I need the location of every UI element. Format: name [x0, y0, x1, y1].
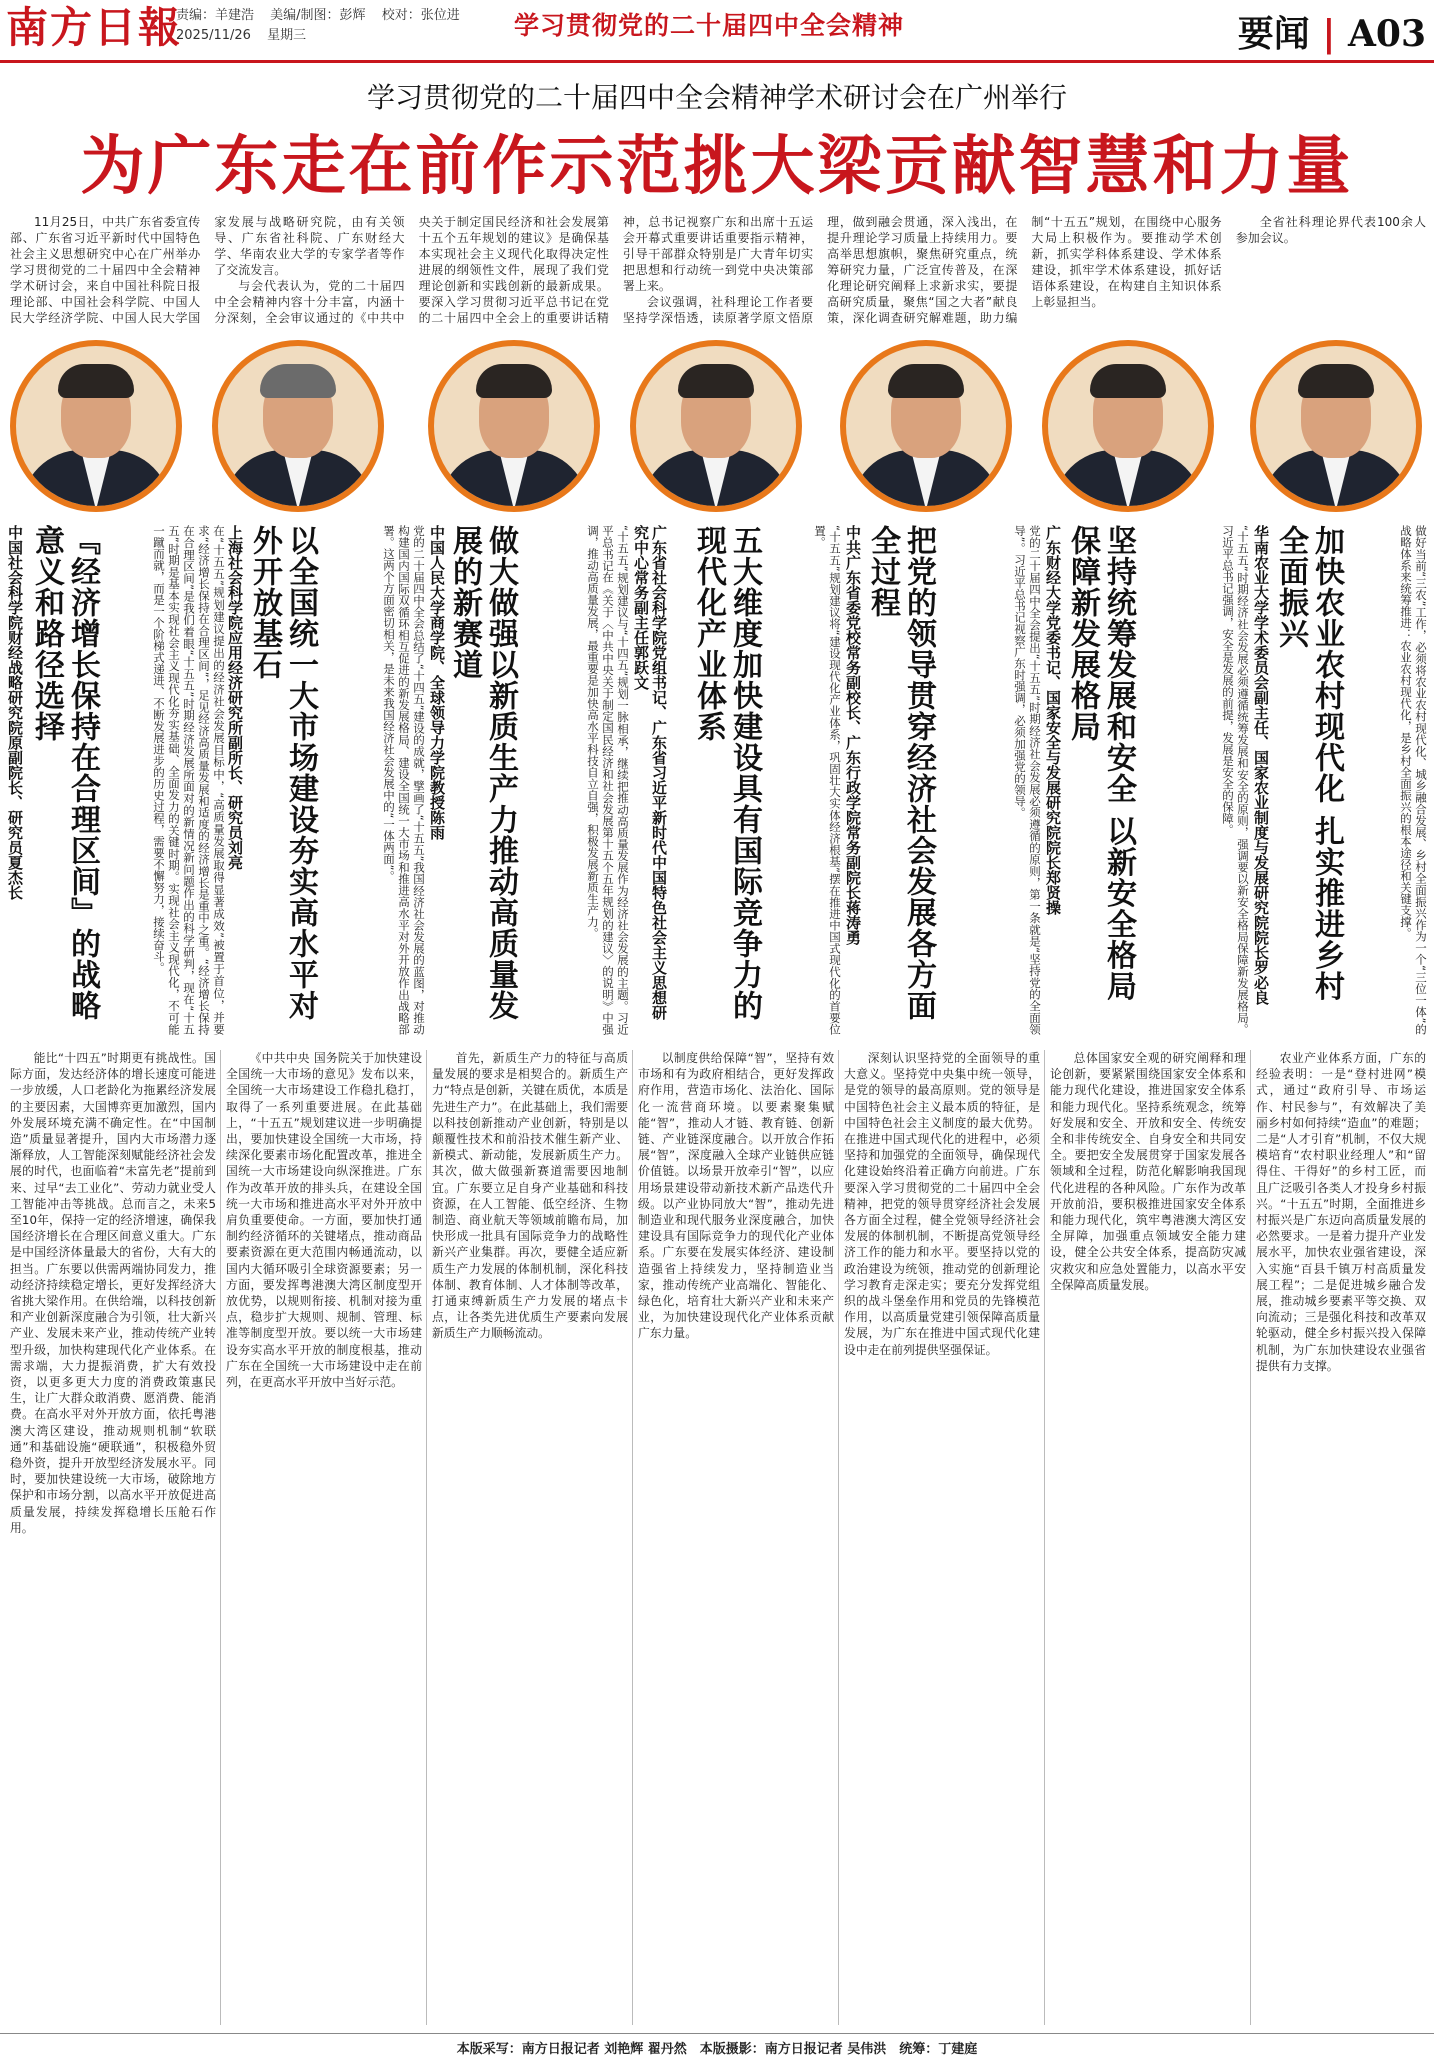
lead-paragraph: 全省社科理论界代表100余人参加会议。 — [1235, 215, 1426, 245]
speaker-portrait-xia-jiezhang — [10, 340, 182, 512]
article-byline: 广东财经大学党委书记、国家安全与发展研究院院长郑贤操 — [1044, 525, 1062, 915]
column-divider — [838, 1050, 839, 2025]
lead-paragraph: 与会代表认为，党的二十届四中全会精神内容十分丰富，内涵十分深刻，全会审议通过的《中共中央关于制定国民经济和社会发展第十五个五年规划的建议》是确保基本实现社会主义现代化取得决定性进展的纲领性文件，展现了我们党理论创新和实践创新的最新成果。要深入学习贯彻习近平总书记在党的二十届四中全会上的重要讲话精神，总书记视察广东和出席十五运会开幕式重要讲话重要指示精神，引导干部群众特别是广大青年切实把思想和行动统一到党中央决策部署上来。 — [214, 215, 814, 325]
column-divider — [632, 1050, 633, 2025]
newspaper-logo: 南方日報 — [6, 3, 183, 52]
speaker-portrait-guo-yuewen — [630, 340, 802, 512]
article-body-paragraph: 深刻认识坚持党的全面领导的重大意义。坚持党中央集中统一领导，是党的领导的最高原则。党的领导是中国特色社会主义最本质的特征，是中国特色社会主义制度的最大优势。在推进中国式现代化的进程中，必须坚持和加强党的全面领导，确保现代化建设始终沿着正确方向前进。广东要深入学习贯彻党的二十届四中全会精神，把党的领导贯穿经济社会发展各方面全过程，健全党领导经济社会发展的体制机制，不断提高党领导经济工作的能力和水平。要坚持以党的政治建设为统领，推动党的创新理论学习教育走深走实；要充分发挥党组织的战斗堡垒作用和党员的先锋模范作用，以高质量党建引领保障高质量发展，为广东在推进中国式现代化建设中走在前列提供坚强保证。 — [844, 1051, 1040, 1357]
header-divider — [0, 60, 1434, 63]
article-body — [1050, 1050, 1246, 2025]
article-byline: 中国人民大学商学院、全球领导力学院教授陈雨 — [428, 525, 446, 840]
article-byline: 华南农业大学学术委员会副主任、国家农业制度与发展研究院院长罗必良 — [1252, 525, 1270, 1005]
speaker-portrait-luo-biliang — [1250, 340, 1422, 512]
article-intro: 党的二十届四中全会总结了“十四五”建设的成就，擘画了“十五五”我国经济社会发展的蓝图，对推动构建国内国际双循环相互促进的新发展格局、建设全国统一大市场和推进高水平对外开放作出战略部署。这两个方面密切相关，是未来我国经济社会发展中的“一体两面”。 — [382, 525, 426, 1035]
page-label: 要闻 | A03 — [1237, 13, 1426, 55]
article-body-paragraph: 以制度供给保障“智”，坚持有效市场和有为政府相结合，更好发挥政府作用，营造市场化、法治化、国际化一流营商环境。以要素聚集赋能“智”，推动人才链、教育链、创新链、产业链深度融合。以开放合作拓展“智”，深度融入全球产业链供应链价值链。以场景开放牵引“智”，以应用场景建设带动新技术新产品迭代升级。以产业协同放大“智”，推动先进制造业和现代服务业深度融合，加快建设具有国际竞争力的现代化产业体系。广东要在发展实体经济、建设制造强省上持续发力，坚持制造业当家，推动传统产业高端化、智能化、绿色化，培育壮大新兴产业和未来产业，为加快建设现代化产业体系贡献广东力量。 — [638, 1051, 834, 1341]
article-byline: 广东省社会科学院党组书记、广东省习近平新时代中国特色社会主义思想研究中心常务副主任郭跃文 — [632, 525, 668, 1020]
article-title: 做大做强以新质生产力推动高质量发展的新赛道 — [447, 525, 518, 1021]
article-body — [638, 1050, 834, 2025]
article-body-paragraph: 《中共中央 国务院关于加快建设全国统一大市场的意见》发布以来，全国统一大市场建设工作稳扎稳打，取得了一系列重要进展。在此基础上，“十五五”规划建议进一步明确提出，要加快建设全国统一大市场，持续深化要素市场化配置改革，推进全国统一大市场建设向纵深推进。广东作为改革开放的排头兵，在建设全国统一大市场和推进高水平对外开放中肩负重要使命。一方面，要加快打通制约经济循环的关键堵点，推动商品要素资源在更大范围内畅通流动，以国内大循环吸引全球资源要素；另一方面，要发挥粤港澳大湾区制度型开放优势，以规则衔接、机制对接为重点，稳步扩大规则、规制、管理、标准等制度型开放。要以统一大市场建设夯实高水平开放的制度根基，推动广东在全国统一大市场建设中走在前列，在更高水平开放中当好示范。 — [226, 1051, 422, 1390]
article-intro: 在“十五五”规划建议提出的经济社会发展目标中，“高质量发展取得显著成效”被置于首位，并要求“经济增长保持在合理区间”，足见经济高质量发展和适度的经济增长是重中之重。“经济增长保持在合理区间”是我们着眼“十五五”时期经济发展所面对的新情况新问题作出的科学研判，现在“十五五”时期是基本实现社会主义现代化夯实基础、全面发力的关键时期。实现社会主义现代化，不可能一蹴而就，而是一个阶梯式递进、不断发展进步的历史过程，需要不懈努力，接续奋斗。 — [152, 525, 226, 1035]
article-body — [844, 1050, 1040, 2025]
article-body-paragraph: 总体国家安全观的研究阐释和理论创新，要紧紧围绕国家安全体系和能力现代化建设，推进国家安全体系和能力现代化。坚持系统观念，统筹好发展和安全、开放和安全、传统安全和非传统安全、自身安全和共同安全。要把安全发展贯穿于国家发展各领域和全过程，防范化解影响我国现代化进程的各种风险。广东作为改革开放前沿，要积极推进国家安全体系和能力现代化，筑牢粤港澳大湾区安全屏障，加强重点领域安全能力建设，健全公共安全体系，提高防灾减灾救灾和应急处置能力，以高水平安全保障高质量发展。 — [1050, 1051, 1246, 1292]
issue-date: 2025/11/26 — [176, 28, 251, 43]
section-name: 要闻 — [1237, 13, 1310, 55]
article-body — [432, 1050, 628, 2025]
article-byline: 上海社会科学院应用经济研究所副所长、研究员刘亮 — [226, 525, 244, 870]
article-byline: 中共广东省委党校常务副校长、广东行政学院常务副院长蒋涛勇 — [844, 525, 862, 945]
speaker-portraits — [0, 340, 1434, 540]
lead-article — [10, 214, 1426, 339]
column-divider — [426, 1050, 427, 2025]
article-body — [10, 1050, 216, 2025]
lead-paragraph: 11月25日，中共广东省委宣传部、广东省习近平新时代中国特色社会主义思想研究中心在广州举办学习贯彻党的二十届四中全会精神学术研讨会，来自中国社科院日报理论部、中国社会科学院、中国人民大学经济学院、中国人民大学国家发展与战略研究院，由有关领导、广东省社科院、广东财经大学、华南农业大学的专家学者等作了交流发言。 — [10, 215, 405, 325]
article-title: 五大维度加快建设具有国际竞争力的现代化产业体系 — [691, 525, 762, 1021]
speaker-portrait-zheng-xiancao — [1042, 340, 1214, 512]
headline-kicker: 学习贯彻党的二十届四中全会精神学术研讨会在广州举行 — [366, 81, 1067, 114]
column-divider — [220, 1050, 221, 2025]
speaker-portrait-chen-yu — [428, 340, 600, 512]
column-divider — [1044, 1050, 1045, 2025]
article-title: 把党的领导贯穿经济社会发展各方面全过程 — [865, 525, 936, 1021]
column-divider — [1250, 1050, 1251, 2025]
page-number: A03 — [1347, 13, 1426, 55]
article-body — [226, 1050, 422, 2025]
speaker-portrait-jiang-taoyong — [840, 340, 1012, 512]
article-intro: 党的二十届四中全会提出“十五五”时期经济社会发展必须遵循的原则，第一条就是“坚持党的全面领导”。习近平总书记视察广东时强调，必须加强党的领导。 — [1013, 525, 1042, 1035]
masthead — [0, 0, 1434, 64]
article-title: 『经济增长保持在合理区间』的战略意义和路径选择 — [29, 525, 100, 1021]
lead-paragraph: 会议强调，社科理论工作者要坚持学深悟透，读原著学原文悟原理，做到融会贯通，深入浅出，在提升理论学习质量上持续用力。要高举思想旗帜，聚焦研究重点，统筹研究力量，广泛宣传普及，在深化理论研究阐释上求新求实，要提高研究质量，聚焦“国之大者”献良策，深化调查研究解难题，助力编制“十五五”规划，在围绕中心服务大局上积极作为。要推动学术创新，抓实学科体系建设、学术体系建设，抓牢学术体系建设，抓好话语体系建设，在构建自主知识体系上彰显担当。 — [622, 215, 1222, 325]
article-intro: “十五五”时期经济社会发展必须遵循统筹发展和安全的原则，强调要以新安全格局保障新发展格局。习近平总书记强调，安全是发展的前提，发展是安全的保障。 — [1221, 525, 1250, 1035]
article-byline: 中国社会科学院财经战略研究院原副院长、研究员夏杰长 — [6, 525, 24, 900]
article-body-paragraph: 农业产业体系方面，广东的经验表明：一是“登村进网”模式，通过“政府引导、市场运作、村民参与”，有效解决了美丽乡村如何持续“造血”的难题；二是“人才引育”机制，不仅大规模培育“农村职业经理人”和“留得住、干得好”的乡村工匠，而且广泛吸引各类人才投身乡村振兴。“十五五”时期，全面推进乡村振兴是广东迈向高质量发展的必然要求。一是着力提升产业发展水平，加快农业强省建设，深入实施“百县千镇万村高质量发展工程”；二是促进城乡融合发展，推动城乡要素平等交换、双向流动；三是强化科技和改革双轮驱动，健全乡村振兴投入保障机制，为广东加快建设农业强省提供有力支撑。 — [1256, 1051, 1426, 1373]
proofreader-credit: 校对：张位进 — [381, 8, 460, 23]
article-body-paragraph: 首先，新质生产力的特征与高质量发展的要求是相契合的。新质生产力“特点是创新，关键在质优，本质是先进生产力”。在此基础上，我们需要以科技创新推动产业创新，特别是以颠覆性技术和前沿技术催生新产业、新模式、新动能，发展新质生产力。其次，做大做强新赛道需要因地制宜。广东要立足自身产业基础和科技资源，在人工智能、低空经济、生物制造、商业航天等领域前瞻布局，加快形成一批具有国际竞争力的战略性新兴产业集群。再次，要健全适应新质生产力发展的体制机制，深化科技体制、教育体制、人才体制等改革，打通束缚新质生产力发展的堵点卡点，让各类先进优质生产要素向发展新质生产力顺畅流动。 — [432, 1051, 628, 1341]
editor-credit: 责编：羊建浩 — [176, 8, 255, 23]
article-title: 以全国统一大市场建设夯实高水平对外开放基石 — [247, 525, 318, 1021]
designer-credit: 美编/制图：彭辉 — [270, 8, 366, 23]
speaker-portrait-liu-liang — [212, 340, 384, 512]
issue-weekday: 星期三 — [267, 28, 307, 43]
article-intro: “十五五”规划建议与“十四五”规划一脉相承，继续把推动高质量发展作为经济社会发展的主题。习近平总书记在《关于〈中共中央关于制定国民经济和社会发展第十五个五年规划的建议〉的说明》中强调，推动高质量发展，最重要是加快高水平科技自立自强，积极发展新质生产力。 — [586, 525, 630, 1035]
article-body-paragraph: 能比“十四五”时期更有挑战性。国际方面，发达经济体的增长速度可能进一步放缓，人口老龄化为拖累经济发展的主要因素，大国博弈更加激烈，国内外发展环境充满不确定性。在“中国制造”质量显著提升，国内大市场潜力逐渐释放，人工智能深刻赋能经济社会发展的时代，也面临着“未富先老”提前到来、过早“去工业化”、劳动力就业受人工智能冲击等挑战。总而言之，未来5至10年，保持一定的经济增速，确保我国经济增长在合理区间意义重大。广东是中国经济体量最大的省份，大有大的担当。广东要以供需两端协同发力，推动经济持续稳定增长，更好发挥经济大省挑大梁作用。在供给端，以科技创新和产业创新深度融合为引领，壮大新兴产业、发展未来产业，推动传统产业转型升级，加快构建现代化产业体系。在需求端，大力提振消费，扩大有效投资，以更多更大力度的消费政策惠民生，让广大群众敢消费、愿消费、能消费。在高水平对外开放方面，依托粤港澳大湾区建设，推动规则机制“软联通”和基础设施“硬联通”，积极稳外贸稳外资，提升开放型经济发展水平。同时，要加快建设统一大市场，破除地方保护和市场分割，以高水平开放促进高质量发展，持续发挥稳增长压舱石作用。 — [10, 1051, 216, 1535]
edition-meta — [176, 6, 472, 46]
main-headline: 为广东走在前作示范挑大梁贡献智慧和力量 — [80, 129, 1354, 204]
article-title: 加快农业农村现代化 扎实推进乡村全面振兴 — [1273, 525, 1344, 1002]
article-heads — [0, 525, 1434, 1045]
article-title: 坚持统筹发展和安全 以新安全格局保障新发展格局 — [1065, 525, 1136, 1002]
footer-divider — [0, 2033, 1434, 2034]
section-banner: 学习贯彻党的二十届四中全会精神 — [514, 11, 905, 40]
article-intro: 做好当前“三农”工作，必须将农业农村现代化、城乡融合发展、乡村全面振兴作为一个“三位一体”的战略体系来统筹推进：农业农村现代化，是乡村全面振兴的根本途径和关键支撑。 — [1399, 525, 1428, 1035]
article-body — [1256, 1050, 1426, 2025]
page-credits: 本版采写：南方日报记者 刘艳辉 翟丹然 本版摄影：南方日报记者 吴伟洪 统筹：丁建庭 — [456, 2042, 978, 2057]
article-intro: “十五五”规划建议将“建设现代化产业体系，巩固壮大实体经济根基”摆在推进中国式现代化的首要位置。 — [813, 525, 842, 1035]
